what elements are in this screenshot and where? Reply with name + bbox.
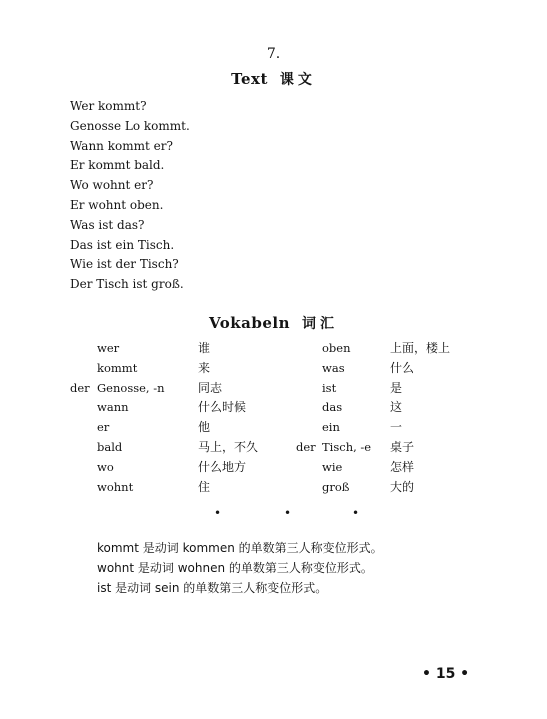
vocab-word: das [322,400,343,415]
vocab-translation: 他 [198,420,211,435]
text-heading-de: Text [231,70,268,88]
vocab-translation: 怎样 [390,459,415,474]
lesson-number: 7. [266,46,281,62]
text-line: Was ist das? [70,217,145,232]
vocab-word: wann [97,400,129,415]
vocab-article: der [70,380,90,395]
section-separator [0,506,547,526]
vocab-translation: 马上，不久 [198,439,259,454]
vocab-translation: 桌子 [390,439,415,454]
vocab-word: wohnt [97,479,134,494]
vocab-word: groß [322,479,350,494]
vocab-translation: 什么地方 [198,459,247,474]
text-line: Wann kommt er? [70,138,173,153]
text-heading-zh: 课文 [279,72,316,88]
vocab-row [0,339,547,359]
vocab-row [0,438,547,458]
vocab-word: ist [322,380,337,395]
text-line: Wie ist der Tisch? [70,257,179,272]
vocab-word: kommt [97,360,138,375]
separator-dot: • [214,506,222,520]
vocab-heading-zh: 词汇 [302,316,338,332]
vocab-heading [0,313,547,333]
vocab-row [0,359,547,379]
text-line: Wo wohnt er? [70,178,154,193]
vocab-word: wo [97,459,114,474]
grammar-notes [97,538,383,598]
vocab-translation: 大的 [390,479,415,494]
vocab-word: wer [97,341,120,355]
vocab-translation: 是 [390,380,403,395]
text-line: Wer kommt? [70,99,147,113]
separator-dot: • [352,506,360,520]
vocab-translation: 什么 [390,360,415,375]
vocab-heading-de: Vokabeln [208,314,290,332]
text-line: Genosse Lo kommt. [70,118,190,133]
vocab-word: was [322,360,345,375]
vocab-translation: 谁 [198,341,211,355]
vocab-row [0,418,547,438]
grammar-note: ist 是动词 sein 的单数第三人称变位形式。 [97,581,328,595]
text-line: Er wohnt oben. [70,197,164,212]
text-line: Das ist ein Tisch. [70,237,175,252]
vocab-word: oben [322,341,351,355]
vocab-row [0,398,547,418]
vocab-translation: 这 [390,400,403,415]
vocab-row [0,458,547,478]
vocab-word: bald [97,439,123,454]
vocab-word: wie [322,459,343,474]
grammar-note: wohnt 是动词 wohnen 的单数第三人称变位形式。 [97,561,373,575]
vocab-translation: 上面，楼上 [390,341,451,355]
vocab-word: Tisch, -e [322,439,372,454]
vocab-translation: 什么时候 [198,400,247,415]
vocab-translation: 一 [390,420,403,435]
vocab-translation: 同志 [198,380,223,395]
vocab-table [0,339,547,497]
page-number: • 15 • [422,666,470,682]
text-line: Er kommt bald. [70,158,165,173]
text-heading [0,69,547,89]
vocab-word: er [97,420,110,435]
vocab-article: der [296,439,316,454]
text-line: Der Tisch ist groß. [70,277,184,292]
vocab-translation: 住 [198,479,211,494]
vocab-row [0,478,547,498]
vocab-word: ein [322,420,340,435]
vocab-row [0,379,547,399]
separator-dot: • [284,506,292,520]
grammar-note: kommt 是动词 kommen 的单数第三人称变位形式。 [97,541,383,555]
dialogue-text [70,97,190,295]
vocab-word: Genosse, -n [97,380,165,395]
vocab-translation: 来 [198,360,211,375]
